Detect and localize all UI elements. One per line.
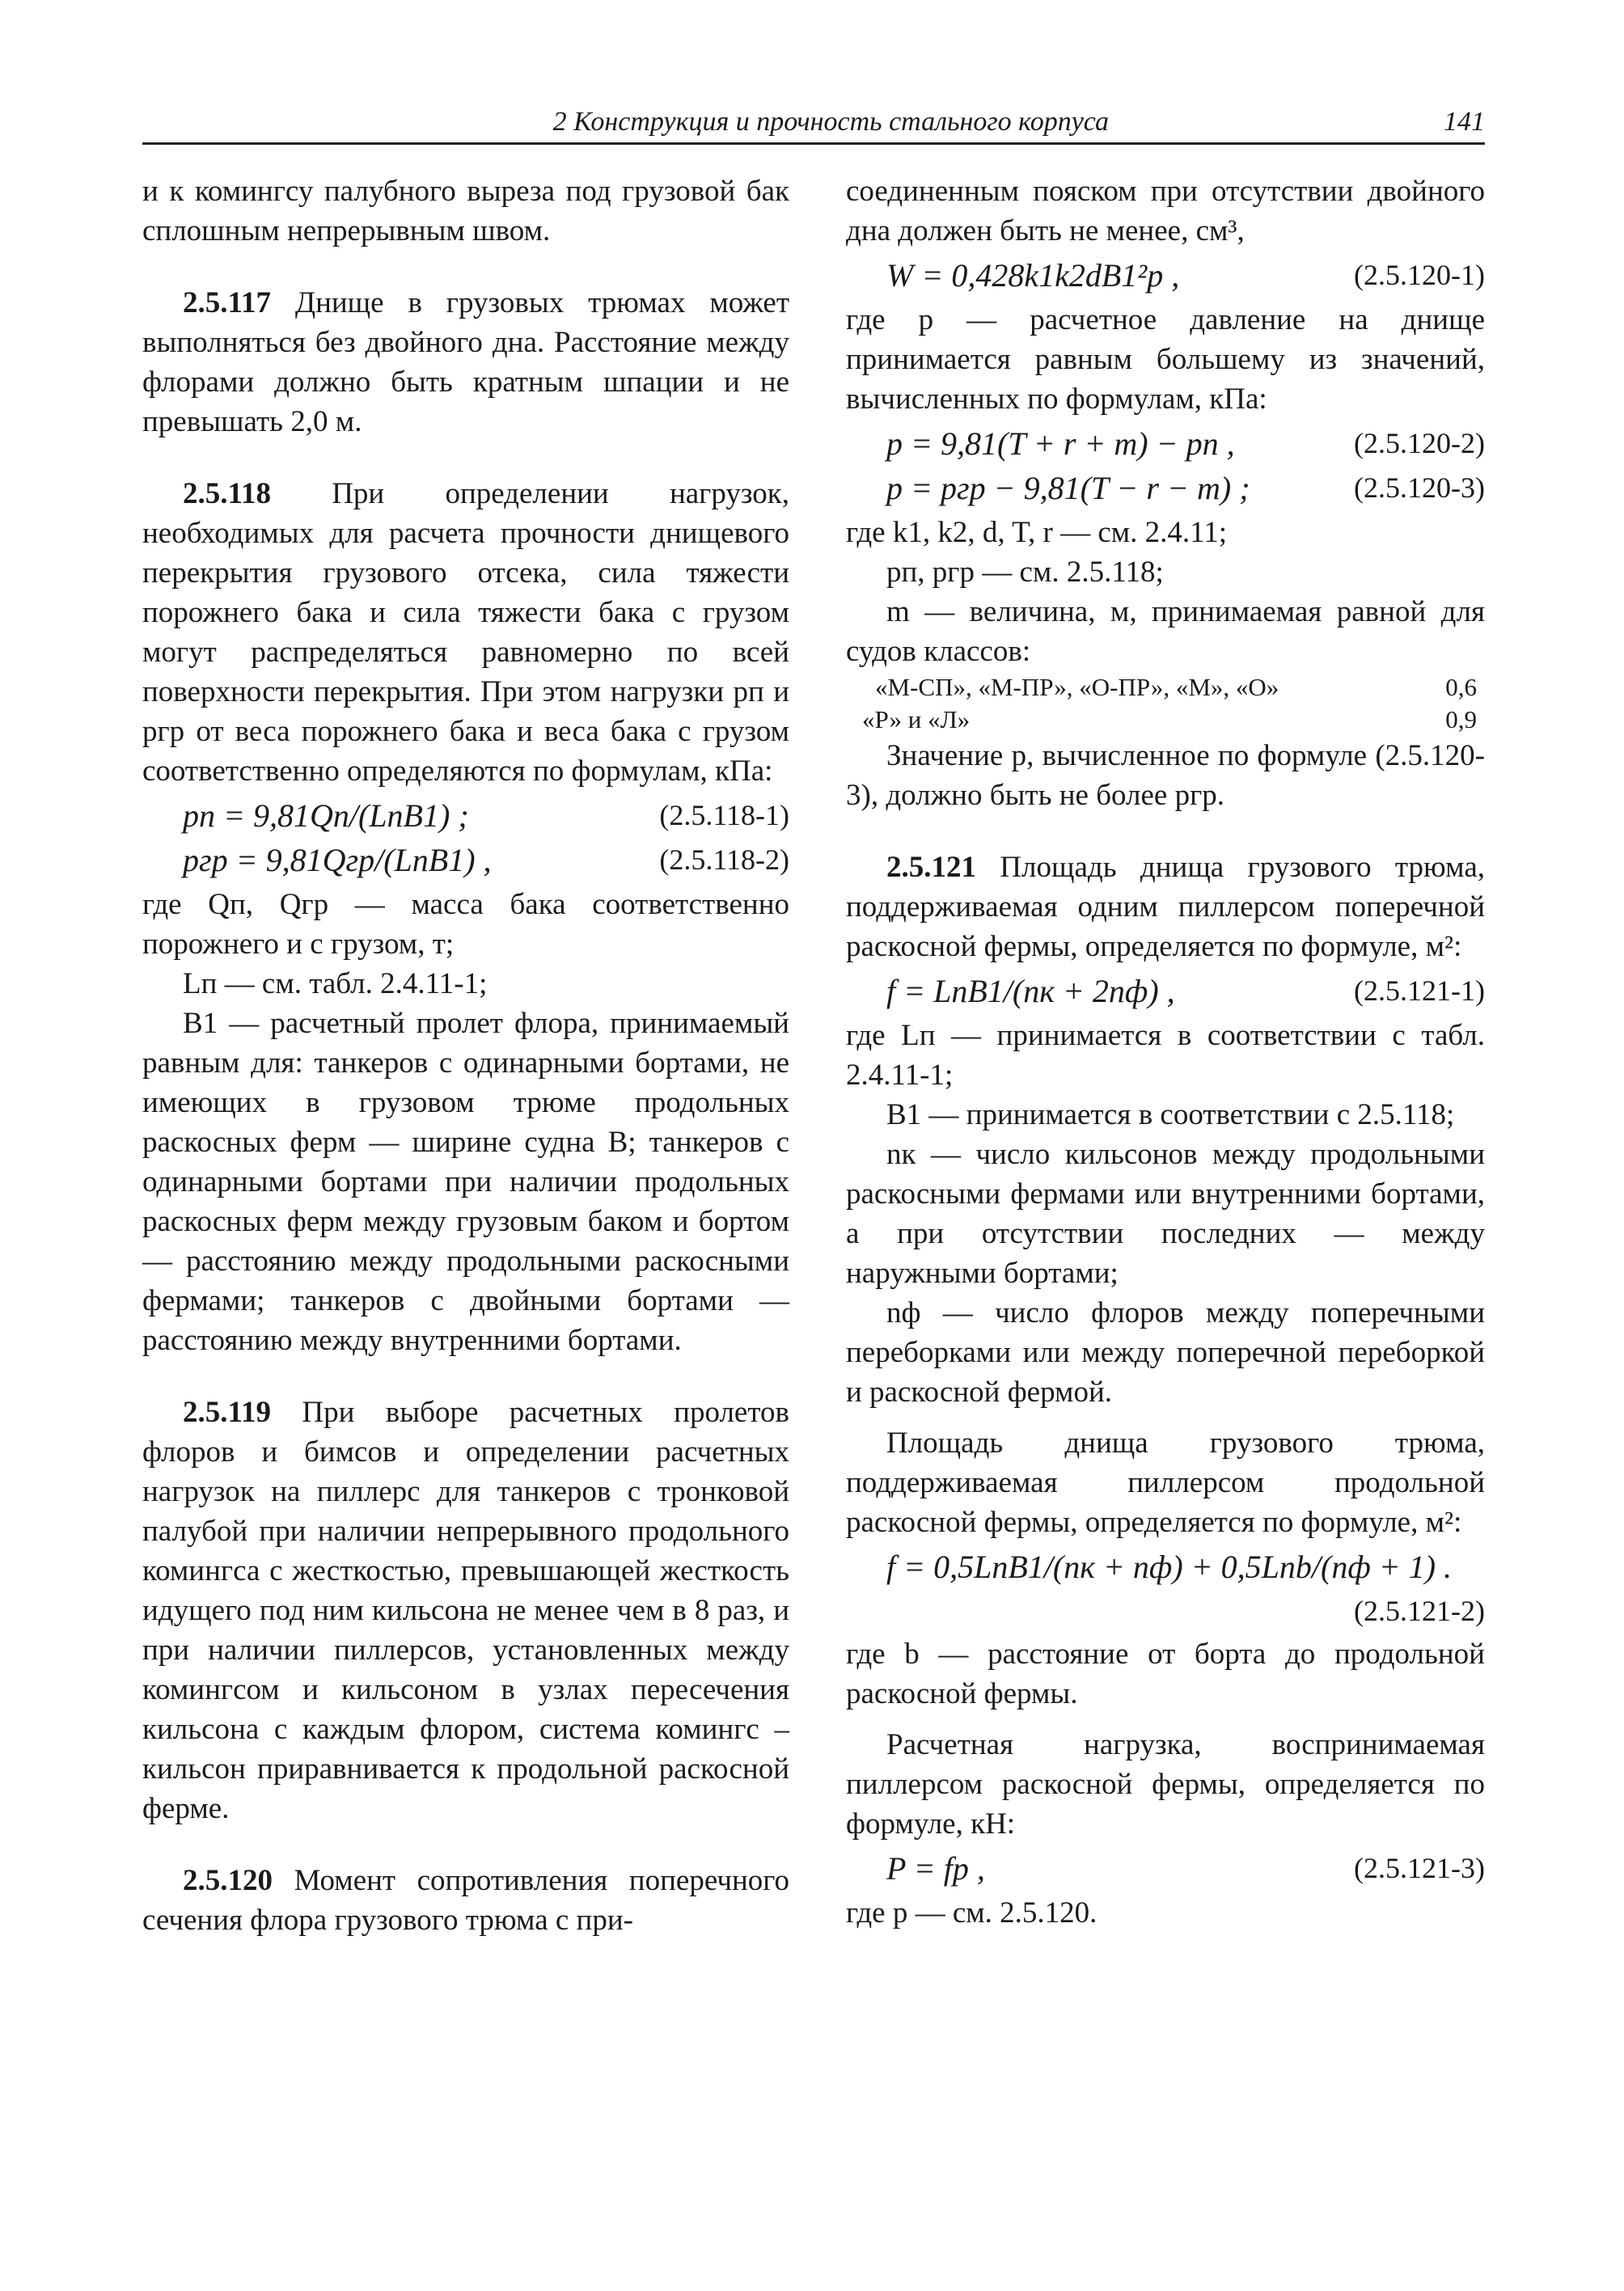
formula-number: (2.5.121-2) bbox=[1354, 1595, 1485, 1627]
formula-number: (2.5.121-3) bbox=[1354, 1852, 1485, 1884]
where-clause: Lп — см. табл. 2.4.11-1; bbox=[183, 967, 488, 1000]
section-number: 2.5.119 bbox=[183, 1396, 271, 1429]
ship-class-label: «М-СП», «М-ПР», «О-ПР», «М», «О» bbox=[875, 673, 1279, 701]
paragraph: и к комингсу палубного выреза под грузовой бак сплошным непрерывным швом. bbox=[142, 175, 789, 247]
where-clause: B1 — расчетный пролет флора, принимаемый равным для: танкеров с одинарными бортами, не имеющих в грузовом трюме продольных раскосных ферм — ширине судна B; танкеров с одинарными бортами при наличии продольных раскосных ферм между грузовым баком и бортом — расстоянию между продольными раскосными фермами; танкеров с двойными бортами — расстоянию между внутренними бортами. bbox=[142, 1007, 789, 1357]
section-2-5-121 bbox=[846, 848, 1485, 966]
formula-2-5-120-1 bbox=[846, 256, 1485, 295]
formula-expression: p = 9,81(T + r + m) − pп , bbox=[886, 425, 1235, 462]
formula-number: (2.5.120-3) bbox=[1354, 471, 1485, 504]
page-number: 141 bbox=[1444, 107, 1485, 137]
paragraph: соединенным пояском при отсутствии двойного дна должен быть не менее, см³, bbox=[846, 175, 1485, 247]
ship-class-row bbox=[846, 704, 1485, 736]
formula-2-5-118-2 bbox=[142, 840, 789, 880]
section-2-5-120 bbox=[142, 1861, 789, 1940]
formula-2-5-121-3 bbox=[846, 1849, 1485, 1888]
paragraph: Расчетная нагрузка, воспринимаемая пиллерсом раскосной фермы, определяется по формуле, кН: bbox=[846, 1728, 1485, 1841]
where-clause: где b — расстояние от борта до продольной раскосной фермы. bbox=[846, 1638, 1485, 1710]
formula-number: (2.5.118-2) bbox=[659, 843, 789, 876]
section-2-5-118 bbox=[142, 474, 789, 791]
ship-class-row bbox=[846, 671, 1485, 704]
formula-2-5-121-2 bbox=[846, 1547, 1485, 1587]
ship-class-label: «Р» и «Л» bbox=[862, 705, 971, 733]
formula-expression: p = pгр − 9,81(T − r − m) ; bbox=[886, 470, 1250, 506]
right-column bbox=[846, 171, 1485, 1933]
formula-expression: f = 0,5LпB1/(nк + nф) + 0,5Lпb/(nф + 1) . bbox=[886, 1549, 1453, 1585]
ship-class-value: 0,6 bbox=[1445, 673, 1477, 701]
where-clause: B1 — принимается в соответствии с 2.5.118; bbox=[886, 1098, 1455, 1131]
formula-number: (2.5.120-1) bbox=[1354, 259, 1485, 291]
formula-2-5-121-1 bbox=[846, 971, 1485, 1011]
formula-expression: pгр = 9,81Qгр/(LпB1) , bbox=[183, 842, 492, 878]
section-number: 2.5.120 bbox=[183, 1864, 273, 1897]
where-clause: где p — см. 2.5.120. bbox=[846, 1896, 1097, 1930]
section-number: 2.5.118 bbox=[183, 477, 271, 510]
section-text: Момент сопротивления поперечного сечения флора грузового трюма с при- bbox=[142, 1864, 789, 1937]
formula-2-5-120-3 bbox=[846, 468, 1485, 508]
where-clause: m — величина, м, принимаемая равной для судов классов: bbox=[846, 595, 1485, 668]
where-clause: где p — расчетное давление на днище принимается равным большему из значений, вычисленных по формулам, кПа: bbox=[846, 303, 1485, 416]
section-number: 2.5.121 bbox=[886, 851, 976, 884]
formula-2-5-120-2 bbox=[846, 424, 1485, 463]
formula-2-5-118-1 bbox=[142, 796, 789, 835]
formula-expression: P = fp , bbox=[886, 1850, 985, 1887]
formula-expression: pп = 9,81Qп/(LпB1) ; bbox=[183, 797, 469, 834]
section-2-5-117 bbox=[142, 283, 789, 442]
formula-expression: f = LпB1/(nк + 2nф) , bbox=[886, 973, 1175, 1009]
ship-classes-table bbox=[846, 671, 1485, 736]
running-header bbox=[142, 100, 1485, 145]
where-clause: pп, pгр — см. 2.5.118; bbox=[886, 556, 1164, 589]
formula-number: (2.5.118-1) bbox=[659, 799, 789, 831]
section-text: Днище в грузовых трюмах может выполняться без двойного дна. Расстояние между флорами должно быть кратным шпации и не превышать 2,0 м. bbox=[142, 286, 789, 438]
section-text: Площадь днища грузового трюма, поддерживаемая одним пиллерсом поперечной раскосной фермы, определяется по формуле, м²: bbox=[846, 851, 1485, 963]
left-column bbox=[142, 171, 789, 1940]
chapter-title: 2 Конструкция и прочность стального корпуса bbox=[552, 107, 1109, 137]
formula-number: (2.5.121-1) bbox=[1354, 974, 1485, 1007]
section-text: При определении нагрузок, необходимых для расчета прочности днищевого перекрытия грузового отсека, сила тяжести порожнего бака и сила тяжести бака с грузом могут распределяться равномерно по всей поверхности перекрытия. При этом нагрузки pп и pгр от веса порожнего бака и веса бака с грузом соответственно определяются по формулам, кПа: bbox=[142, 477, 789, 788]
paragraph: Площадь днища грузового трюма, поддерживаемая пиллерсом продольной раскосной фермы, определяется по формуле, м²: bbox=[846, 1427, 1485, 1539]
ship-class-value: 0,9 bbox=[1445, 705, 1477, 733]
where-clause: где k1, k2, d, T, r — см. 2.4.11; bbox=[846, 516, 1228, 549]
where-clause: где Qп, Qгр — масса бака соответственно порожнего и с грузом, т; bbox=[142, 888, 789, 961]
formula-expression: W = 0,428k1k2dB1²p , bbox=[886, 257, 1180, 294]
where-clause: nф — число флоров между поперечными переборками или между поперечной переборкой и раскосной фермой. bbox=[846, 1296, 1485, 1409]
formula-number: (2.5.120-2) bbox=[1354, 427, 1485, 459]
paragraph: Значение p, вычисленное по формуле (2.5.120-3), должно быть не более pгр. bbox=[846, 739, 1485, 812]
where-clause: nк — число кильсонов между продольными раскосными фермами или внутренними бортами, а при отсутствии последних — между наружными бортами; bbox=[846, 1138, 1485, 1290]
section-text: При выборе расчетных пролетов флоров и бимсов и определении расчетных нагрузок на пиллерс для танкеров с тронковой палубой при наличии непрерывного продольного комингса с жесткостью, превышающей жесткость идущего под ним кильсона не менее чем в 8 раз, и при наличии пиллерсов, установленных между комингсом и кильсоном в узлах пересечения кильсона с каждым флором, система комингс – кильсон приравнивается к продольной раскосной ферме. bbox=[142, 1396, 789, 1825]
section-number: 2.5.117 bbox=[183, 286, 271, 319]
where-clause: где Lп — принимается в соответствии с табл. 2.4.11-1; bbox=[846, 1019, 1485, 1092]
section-2-5-119 bbox=[142, 1393, 789, 1828]
